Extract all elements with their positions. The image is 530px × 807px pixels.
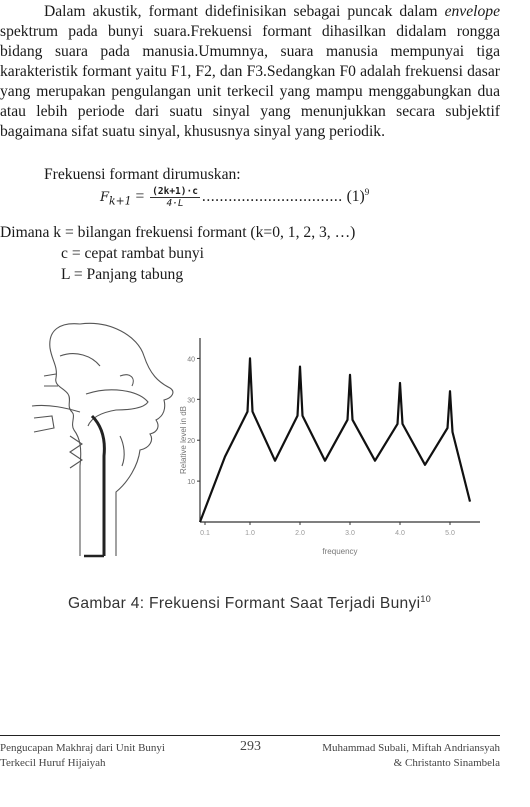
figure-caption: Gambar 4: Frekuensi Formant Saat Terjadi Bunyi$^{10}$ bbox=[68, 594, 432, 613]
variable-definitions bbox=[0, 222, 355, 285]
x-tick-label: 1.0 bbox=[245, 530, 255, 537]
footer-authors-line-1: Muhammad Subali, Miftah Andriansyah bbox=[322, 742, 500, 754]
y-tick-label: 40 bbox=[187, 356, 195, 364]
body-paragraph bbox=[0, 2, 500, 142]
paragraph-text-2: spektrum pada bunyi suara.Frekuensi formant dihasilkan didalam rongga bidang suara pada manusia.Umumnya, suara manusia mempunyai tiga karakteristik formant yaitu F1, F2, dan F3.Sedangkan F0 adalah frekuensi dasar yang merupakan pengulangan unit terkecil yang mampu menggabungkan dua atau lebih periode dari suatu sinyal yang menunjukkan secara subjektif bagaimana sifat suatu sinyal, khususnya sinyal yang periodik. bbox=[0, 23, 500, 140]
page-number: 293 bbox=[240, 739, 261, 754]
spectrum-axes bbox=[200, 338, 480, 522]
y-axis-label: Relative level in dB bbox=[179, 405, 188, 475]
x-tick-label: 2.0 bbox=[295, 530, 305, 537]
paragraph-text-1: Dalam akustik, formant didefinisikan sebagai puncak dalam bbox=[44, 3, 445, 20]
y-tick-label: 10 bbox=[187, 479, 195, 487]
definition-k: Dimana k = bilangan frekuensi formant (k=0, 1, 2, 3, …) bbox=[0, 224, 356, 241]
footer-rule bbox=[0, 735, 500, 736]
formula-reference: 9 bbox=[364, 186, 370, 197]
definition-c: c = cepat rambat bunyi bbox=[61, 245, 205, 262]
formula-number: (1) bbox=[342, 188, 365, 206]
footer-title-line-2: Terkecil Huruf Hijaiyah bbox=[0, 757, 106, 769]
formant-formula bbox=[100, 186, 369, 209]
formula-leader-dots: ................................ bbox=[201, 188, 343, 206]
x-tick-label: 4.0 bbox=[395, 530, 405, 537]
formant-figure bbox=[20, 316, 500, 586]
footer-title-line-1: Pengucapan Makhraj dari Unit Bunyi bbox=[0, 742, 165, 754]
formula-lhs-subscript: k+1 bbox=[109, 194, 132, 208]
paragraph-emphasis: envelope bbox=[444, 3, 500, 20]
caption-reference: 10 bbox=[420, 594, 432, 604]
x-axis-label: frequency bbox=[322, 547, 358, 556]
definition-l: L = Panjang tabung bbox=[61, 266, 184, 283]
formula-lhs: $F_{k+1}$ bbox=[100, 190, 132, 208]
formula-equals: = bbox=[131, 188, 149, 206]
x-ticks bbox=[200, 522, 455, 537]
x-tick-label: 0.1 bbox=[200, 530, 210, 537]
formula-intro: Frekuensi formant dirumuskan: bbox=[44, 166, 241, 183]
formula-denominator: 4·L bbox=[166, 198, 184, 209]
footer-authors-line-2: & Christanto Sinambela bbox=[393, 757, 500, 769]
x-tick-label: 3.0 bbox=[345, 530, 355, 537]
footer-book-title bbox=[0, 741, 165, 771]
x-tick-label: 5.0 bbox=[445, 530, 455, 537]
formula-numerator: (2k+1)·c bbox=[152, 186, 198, 197]
y-tick-label: 30 bbox=[187, 397, 195, 405]
y-ticks bbox=[187, 356, 200, 486]
y-tick-label: 20 bbox=[187, 438, 195, 446]
footer-authors bbox=[278, 741, 500, 771]
formula-fraction bbox=[150, 186, 200, 209]
spectrum-line bbox=[200, 358, 470, 522]
vocal-tract-illustration bbox=[32, 323, 173, 556]
